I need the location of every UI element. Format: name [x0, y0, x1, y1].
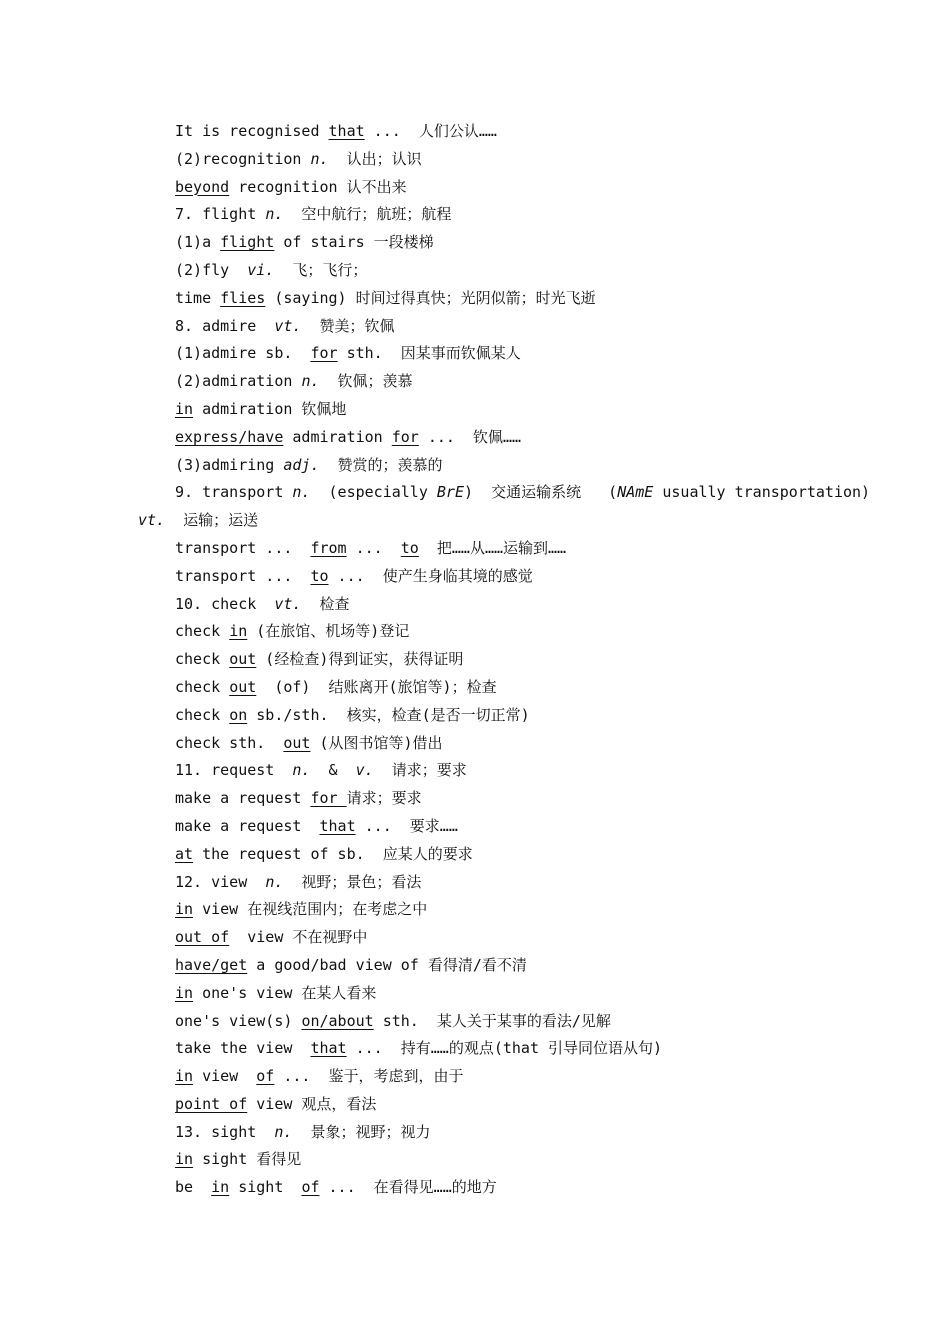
text-line	[0, 507, 950, 535]
underlined-keyword: flight	[220, 233, 275, 252]
text-segment: one's view 在某人看来	[193, 983, 377, 1002]
underlined-keyword: have/get	[175, 955, 248, 974]
text-line	[0, 1008, 950, 1036]
text-line	[0, 424, 950, 452]
underlined-keyword: that	[328, 122, 365, 140]
underlined-keyword: for	[310, 344, 338, 363]
text-segment: 景象；视野；视力	[292, 1122, 431, 1141]
underlined-keyword: on	[229, 705, 248, 724]
text-line	[0, 730, 950, 758]
text-line	[0, 674, 950, 702]
text-segment: ... 在看得见……的地方	[319, 1178, 497, 1197]
text-line	[0, 1146, 950, 1174]
text-segment: view 不在视野中	[229, 928, 368, 947]
text-segment: 11. request	[175, 761, 293, 780]
part-of-speech: n.	[292, 761, 311, 780]
text-segment: (从图书馆等)借出	[310, 733, 443, 752]
text-segment: transport ...	[175, 538, 311, 557]
text-segment: 视野；景色；看法	[283, 872, 422, 891]
text-line	[0, 452, 950, 480]
text-line	[0, 563, 950, 591]
underlined-keyword: in	[175, 399, 194, 418]
text-segment: 13. sight	[175, 1122, 275, 1141]
text-segment: ... 鉴于，考虑到，由于	[274, 1067, 464, 1086]
text-line	[0, 813, 950, 841]
part-of-speech: n.	[274, 1122, 293, 1141]
text-line	[0, 1174, 950, 1202]
text-segment: 8. admire	[175, 316, 275, 335]
underlined-keyword: out	[229, 650, 257, 669]
text-line	[0, 980, 950, 1008]
text-segment: ... 持有……的观点(that 引导同位语从句)	[346, 1039, 663, 1058]
underlined-keyword: of	[256, 1067, 275, 1086]
text-line	[0, 869, 950, 897]
text-segment: view 在视线范围内；在考虑之中	[193, 900, 428, 919]
underlined-keyword: that	[319, 816, 356, 835]
text-segment: admiration 钦佩地	[193, 399, 347, 418]
text-segment: sth. 某人关于某事的看法/见解	[373, 1011, 611, 1030]
text-segment: 把……从……运输到……	[418, 538, 567, 557]
text-segment: (of) 结账离开(旅馆等)；检查	[256, 677, 497, 696]
underlined-keyword: on/about	[301, 1011, 374, 1030]
text-line	[0, 201, 950, 229]
underlined-keyword: point of	[175, 1094, 248, 1113]
text-segment: 认出；认识	[328, 149, 422, 168]
text-segment: sight	[229, 1178, 302, 1197]
text-segment: It is recognised	[175, 122, 329, 140]
text-segment: make a request	[175, 816, 320, 835]
text-line	[0, 1119, 950, 1147]
text-segment: &	[310, 761, 356, 780]
text-segment: a good/bad view of 看得清/看不清	[247, 955, 527, 974]
text-segment: (经检查)得到证实，获得证明	[256, 650, 464, 669]
text-segment: one's view(s)	[175, 1011, 302, 1030]
text-segment: 9. transport	[175, 483, 293, 502]
text-line	[0, 591, 950, 619]
text-segment: the request of sb. 应某人的要求	[193, 844, 473, 863]
text-line	[0, 257, 950, 285]
text-line	[0, 841, 950, 869]
underlined-keyword: for	[391, 427, 419, 446]
text-segment: check	[175, 650, 230, 669]
text-line	[0, 785, 950, 813]
underlined-keyword: in	[175, 983, 194, 1002]
text-segment: 10. check	[175, 594, 275, 613]
text-line	[0, 313, 950, 341]
vocabulary-list	[0, 118, 950, 1202]
part-of-speech: NAmE	[617, 483, 654, 502]
text-line	[0, 757, 950, 785]
text-line	[0, 535, 950, 563]
underlined-keyword: flies	[220, 288, 266, 307]
part-of-speech: n.	[301, 372, 320, 391]
text-segment: ) 交通运输系统 (	[464, 483, 618, 502]
text-segment: take the view	[175, 1039, 311, 1058]
underlined-keyword: in	[175, 1067, 194, 1086]
text-segment: (在旅馆、机场等)登记	[247, 622, 410, 641]
text-segment: sb./sth. 核实，检查(是否一切正常)	[247, 705, 530, 724]
text-segment: 钦佩；羡慕	[319, 372, 413, 391]
text-line	[0, 646, 950, 674]
underlined-keyword: at	[175, 844, 194, 863]
text-line	[0, 229, 950, 257]
underlined-keyword: for	[310, 789, 347, 808]
underlined-keyword: out	[229, 677, 257, 696]
text-segment: 运输；运送	[165, 511, 259, 530]
part-of-speech: vt.	[274, 594, 302, 613]
text-segment: ... 要求……	[355, 816, 458, 835]
text-line	[0, 1091, 950, 1119]
text-segment: recognition 认不出来	[229, 177, 407, 196]
part-of-speech: n.	[292, 483, 311, 502]
text-line	[0, 368, 950, 396]
underlined-keyword: out	[283, 733, 311, 752]
text-segment: of stairs 一段楼梯	[274, 233, 434, 252]
text-line	[0, 924, 950, 952]
underlined-keyword: express/have	[175, 427, 284, 446]
text-segment: view	[193, 1067, 257, 1086]
text-segment: admiration	[283, 427, 392, 446]
text-segment: 飞；飞行；	[274, 260, 368, 279]
part-of-speech: adj.	[283, 455, 320, 474]
text-line	[0, 118, 950, 146]
text-segment: (2)admiration	[175, 372, 302, 391]
text-segment: ...	[346, 538, 401, 557]
text-segment: 赞美；钦佩	[301, 316, 395, 335]
underlined-keyword: out of	[175, 928, 230, 947]
text-segment: ... 钦佩……	[418, 427, 522, 446]
text-segment: view 观点，看法	[247, 1094, 377, 1113]
text-segment: check	[175, 705, 230, 724]
text-line	[0, 952, 950, 980]
underlined-keyword: of	[301, 1178, 320, 1197]
text-segment: check sth.	[175, 733, 284, 752]
text-line	[0, 1063, 950, 1091]
part-of-speech: BrE	[436, 483, 464, 502]
underlined-keyword: to	[310, 566, 329, 585]
text-segment: usually transportation)	[653, 483, 871, 502]
text-segment: 7. flight	[175, 205, 266, 224]
text-line	[0, 896, 950, 924]
text-segment: (2)recognition	[175, 149, 311, 168]
text-line	[0, 340, 950, 368]
text-line	[0, 1035, 950, 1063]
part-of-speech: vt.	[138, 511, 166, 530]
part-of-speech: v.	[355, 761, 374, 780]
text-segment: transport ...	[175, 566, 311, 585]
underlined-keyword: to	[400, 538, 419, 557]
text-segment: (especially	[310, 483, 437, 502]
underlined-keyword: in	[211, 1178, 230, 1197]
text-segment: (saying) 时间过得真快；光阴似箭；时光飞逝	[265, 288, 596, 307]
text-segment: 空中航行；航班；航程	[283, 205, 452, 224]
underlined-keyword: in	[229, 622, 248, 641]
underlined-keyword: beyond	[175, 177, 230, 196]
text-segment: sight 看得见	[193, 1150, 302, 1169]
text-segment: ... 使产生身临其境的感觉	[328, 566, 533, 585]
text-segment: 12. view	[175, 872, 266, 891]
text-segment: (1)admire sb.	[175, 344, 311, 363]
text-line	[0, 396, 950, 424]
text-segment: (3)admiring	[175, 455, 284, 474]
text-line	[0, 146, 950, 174]
part-of-speech: n.	[310, 149, 329, 168]
text-line	[0, 479, 950, 507]
part-of-speech: n.	[265, 205, 284, 224]
text-segment: 请求；要求	[373, 761, 467, 780]
underlined-keyword: that	[310, 1039, 347, 1058]
text-segment: sth. 因某事而钦佩某人	[337, 344, 521, 363]
text-segment: check	[175, 622, 230, 641]
underlined-keyword: in	[175, 1150, 194, 1169]
underlined-keyword: in	[175, 900, 194, 919]
text-segment: time	[175, 288, 221, 307]
text-segment: (2)fly	[175, 260, 248, 279]
part-of-speech: vt.	[274, 316, 302, 335]
text-segment: ... 人们公认……	[364, 122, 497, 140]
text-segment: be	[175, 1178, 212, 1197]
text-segment: 检查	[301, 594, 350, 613]
text-line	[0, 618, 950, 646]
text-line	[0, 702, 950, 730]
text-line	[0, 174, 950, 202]
text-segment: check	[175, 677, 230, 696]
part-of-speech: n.	[265, 872, 284, 891]
text-segment: (1)a	[175, 233, 221, 252]
text-segment: 请求；要求	[346, 789, 422, 808]
underlined-keyword: from	[310, 538, 347, 557]
text-line	[0, 285, 950, 313]
part-of-speech: vi.	[247, 260, 275, 279]
text-segment: make a request	[175, 789, 311, 808]
text-segment: 赞赏的；羡慕的	[319, 455, 443, 474]
